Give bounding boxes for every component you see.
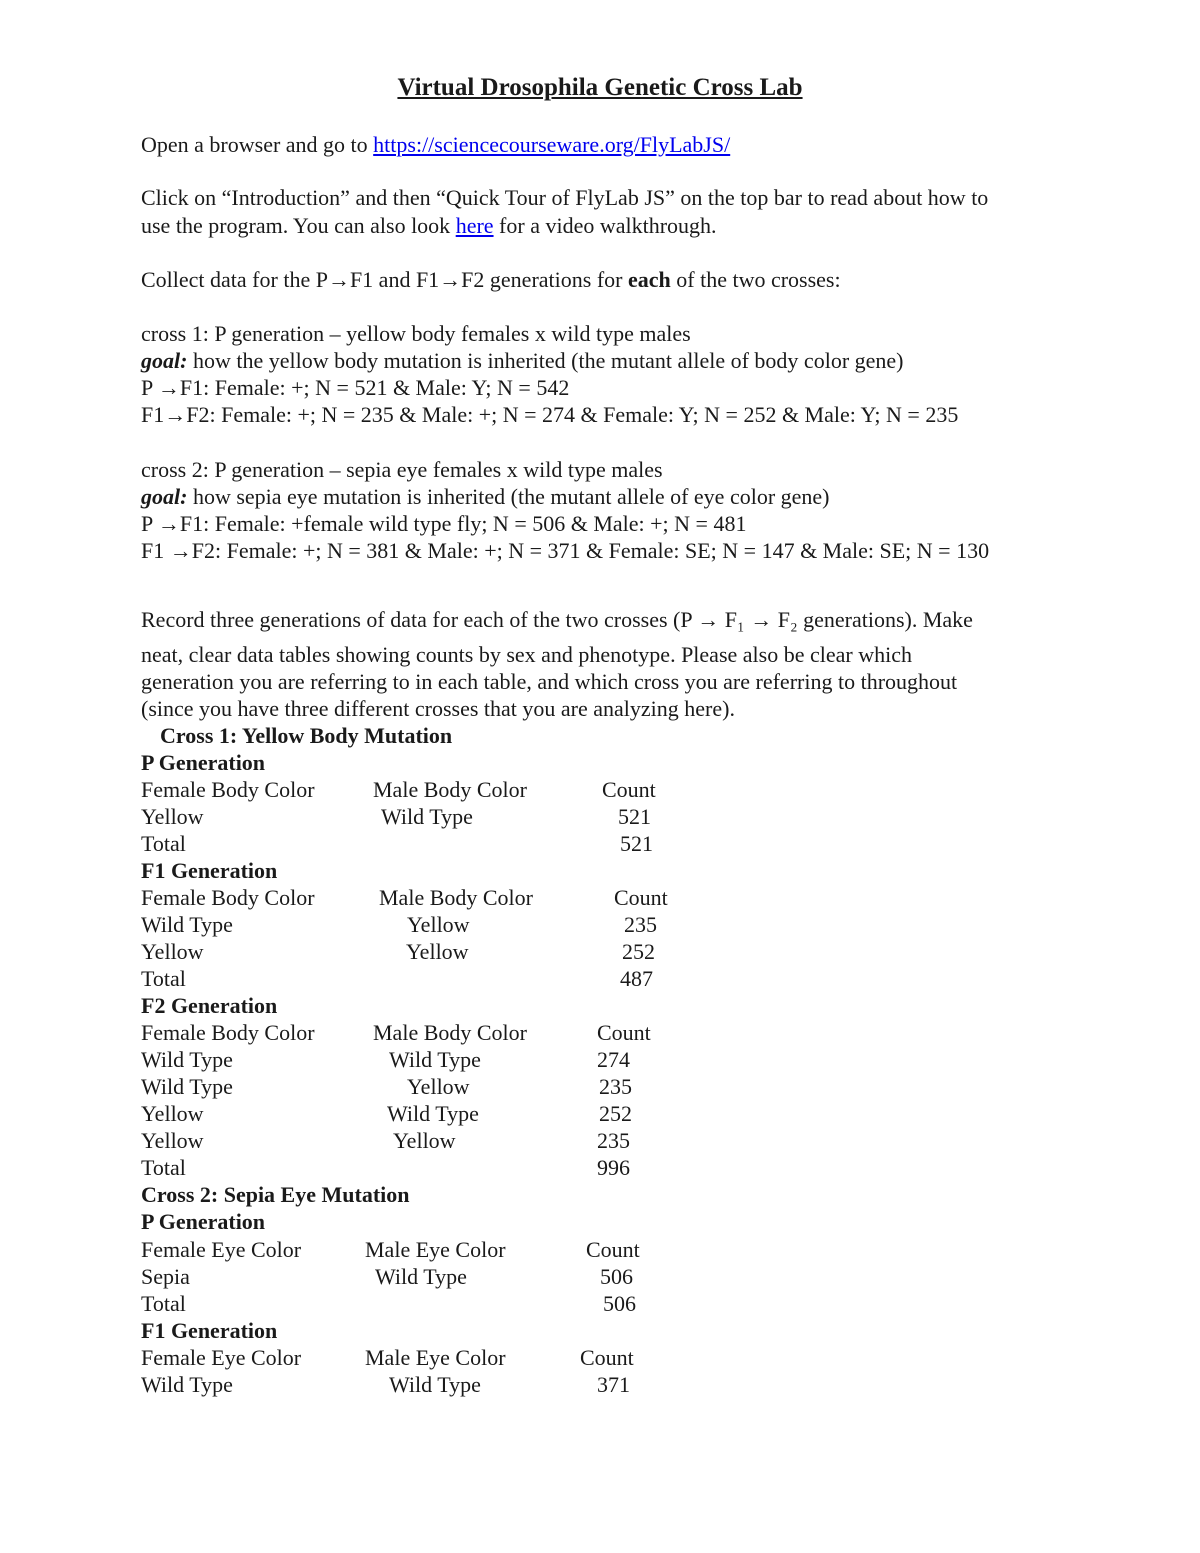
table-cell-count: 506	[600, 1264, 633, 1289]
cross2-f1-heading: F1 Generation	[141, 1318, 278, 1343]
table-cell-female: Wild Type	[141, 1047, 233, 1072]
table-header-count: Count	[614, 885, 668, 910]
table-header-count: Count	[586, 1237, 640, 1262]
table-cell-male: Yellow	[407, 912, 470, 937]
document-title: Virtual Drosophila Genetic Cross Lab	[397, 74, 803, 101]
table-cell-male: Wild Type	[389, 1047, 481, 1072]
cross1-heading: Cross 1: Yellow Body Mutation	[160, 723, 453, 748]
click-line2-suffix: for a video walkthrough.	[493, 213, 717, 238]
cross2-p-f1-result: P →F1: Female: +female wild type fly; N = 506 & Male: +; N = 481	[141, 511, 747, 536]
table-cell-total: 506	[603, 1291, 636, 1316]
table-cell-total-label: Total	[141, 966, 186, 991]
click-instruction-line-1: Click on “Introduction” and then “Quick Tour of FlyLab JS” on the top bar to read about how to	[141, 185, 989, 210]
cross1-f1-f2-result: F1→F2: Female: +; N = 235 & Male: +; N = 274 & Female: Y; N = 252 & Male: Y; N = 235	[141, 402, 959, 427]
cross2-heading: Cross 2: Sepia Eye Mutation	[141, 1182, 410, 1207]
table-cell-count: 235	[599, 1074, 632, 1099]
record-instruction-line-1: Record three generations of data for each of the two crosses (P → F₁ → F₂ generations). Make	[141, 607, 973, 632]
table-header-female: Female Body Color	[141, 777, 315, 802]
record-instruction-line-4: (since you have three different crosses that you are analyzing here).	[141, 696, 735, 721]
collect-emphasis: each	[627, 267, 671, 292]
table-cell-male: Wild Type	[381, 804, 473, 829]
table-header-male: Male Body Color	[373, 777, 527, 802]
cross1-goal	[141, 347, 904, 374]
table-cell-total: 996	[597, 1155, 630, 1180]
table-cell-female: Wild Type	[141, 912, 233, 937]
table-cell-female: Wild Type	[141, 1074, 233, 1099]
table-header-male: Male Body Color	[379, 885, 533, 910]
collect-suffix: of the two crosses:	[670, 267, 841, 292]
table-cell-count: 521	[618, 804, 651, 829]
table-cell-female: Wild Type	[141, 1372, 233, 1397]
table-header-count: Count	[602, 777, 656, 802]
video-walkthrough-link[interactable]: here	[455, 213, 494, 238]
goal-label: goal:	[141, 348, 188, 373]
cross1-p-f1-result: P →F1: Female: +; N = 521 & Male: Y; N = 542	[141, 375, 570, 400]
table-cell-female: Sepia	[141, 1264, 190, 1289]
cross2-description: cross 2: P generation – sepia eye females x wild type males	[141, 457, 663, 482]
table-header-male: Male Body Color	[373, 1020, 527, 1045]
cross1-f1-heading: F1 Generation	[141, 858, 278, 883]
goal-text: how the yellow body mutation is inherited (the mutant allele of body color gene)	[187, 348, 904, 373]
table-cell-count: 252	[622, 939, 655, 964]
cross2-p-heading: P Generation	[141, 1209, 266, 1234]
open-browser-line	[141, 131, 730, 158]
table-header-female: Female Body Color	[141, 885, 315, 910]
cross2-f1-f2-result: F1 →F2: Female: +; N = 381 & Male: +; N = 371 & Female: SE; N = 147 & Male: SE; N = 130	[141, 538, 990, 563]
table-cell-total-label: Total	[141, 831, 186, 856]
click-line2-text: use the program. You can also look	[141, 213, 456, 238]
table-cell-total: 487	[620, 966, 653, 991]
table-header-count: Count	[597, 1020, 651, 1045]
table-cell-female: Yellow	[141, 1128, 204, 1153]
table-header-female: Female Body Color	[141, 1020, 315, 1045]
table-cell-count: 235	[624, 912, 657, 937]
table-cell-male: Yellow	[407, 1074, 470, 1099]
table-cell-male: Yellow	[406, 939, 469, 964]
table-cell-male: Wild Type	[389, 1372, 481, 1397]
table-header-female: Female Eye Color	[141, 1237, 302, 1262]
table-cell-total-label: Total	[141, 1291, 186, 1316]
table-cell-total: 521	[620, 831, 653, 856]
cross1-f2-heading: F2 Generation	[141, 993, 278, 1018]
table-cell-count: 235	[597, 1128, 630, 1153]
table-cell-female: Yellow	[141, 804, 204, 829]
table-cell-total-label: Total	[141, 1155, 186, 1180]
table-cell-count: 252	[599, 1101, 632, 1126]
table-header-male: Male Eye Color	[365, 1237, 506, 1262]
table-header-male: Male Eye Color	[365, 1345, 506, 1370]
cross2-goal	[141, 483, 830, 510]
cross1-description: cross 1: P generation – yellow body females x wild type males	[141, 321, 691, 346]
table-cell-count: 274	[597, 1047, 630, 1072]
table-cell-male: Yellow	[393, 1128, 456, 1153]
cross1-p-heading: P Generation	[141, 750, 266, 775]
table-cell-female: Yellow	[141, 939, 204, 964]
table-cell-male: Wild Type	[387, 1101, 479, 1126]
table-header-female: Female Eye Color	[141, 1345, 302, 1370]
click-instruction-line-2	[141, 212, 717, 239]
goal-label: goal:	[141, 484, 188, 509]
table-cell-count: 371	[597, 1372, 630, 1397]
collect-text: Collect data for the P→F1 and F1→F2 generations for	[141, 267, 628, 292]
table-cell-female: Yellow	[141, 1101, 204, 1126]
table-header-count: Count	[580, 1345, 634, 1370]
goal-text: how sepia eye mutation is inherited (the mutant allele of eye color gene)	[187, 484, 830, 509]
table-cell-male: Wild Type	[375, 1264, 467, 1289]
collect-data-line	[141, 266, 841, 293]
open-browser-text: Open a browser and go to	[141, 132, 374, 157]
record-instruction-line-2: neat, clear data tables showing counts by sex and phenotype. Please also be clear which	[141, 642, 912, 667]
flylab-url-link[interactable]: https://sciencecourseware.org/FlyLabJS/	[373, 132, 731, 157]
record-instruction-line-3: generation you are referring to in each table, and which cross you are referring to throughout	[141, 669, 958, 694]
